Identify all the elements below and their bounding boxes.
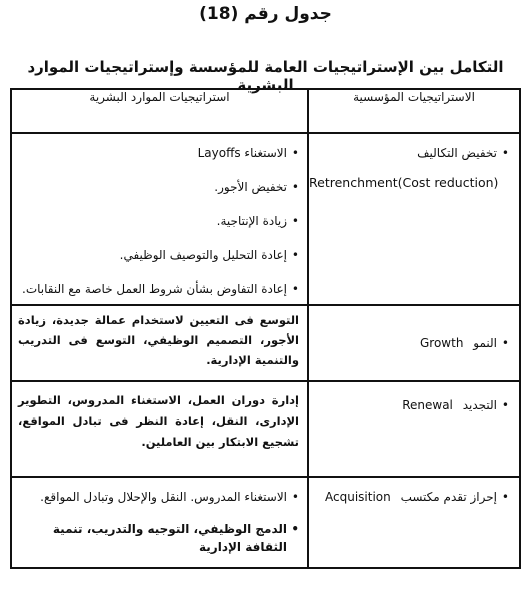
org-item-growth xyxy=(309,334,509,352)
hr-item xyxy=(20,178,299,196)
hr-item-text: زيادة الإنتاجية. xyxy=(216,214,287,228)
table-title: التكامل بين الإستراتيجيات العامة للمؤسسة وإستراتيجيات الموارد البشرية xyxy=(27,58,504,94)
integration-table xyxy=(10,88,521,569)
hr-cell-renewal xyxy=(11,381,308,477)
table-caption: جدول رقم (18) xyxy=(199,4,332,24)
org-ar-label: النمو xyxy=(473,336,497,350)
hr-cell-acquisition xyxy=(11,477,308,568)
org-ar-label: إحراز تقدم مكتسب xyxy=(400,490,497,504)
hr-cell-growth xyxy=(11,305,308,381)
org-item-acquisition xyxy=(309,488,509,506)
hr-item xyxy=(20,212,299,230)
org-en-label: Acquisition xyxy=(325,490,391,504)
table-row xyxy=(11,133,520,305)
hr-text: التوسع فى التعيين لاستخدام عمالة جديدة، زيادة الأجور، التصميم الوظيفي، التوسع فى التدريب والتنمية الإدارية. xyxy=(18,313,299,367)
org-cell-growth xyxy=(308,305,520,381)
hr-item-text: تخفيض الأجور. xyxy=(214,180,287,194)
table-row xyxy=(11,381,520,477)
table-row xyxy=(11,305,520,381)
hr-item xyxy=(20,520,299,556)
hr-item-text: الدمج الوظيفي، التوجيه والتدريب، تنمية الثقافة الإدارية xyxy=(52,522,287,554)
org-cell-acquisition xyxy=(308,477,520,568)
hr-item-text: الاستغناء Layoffs xyxy=(197,146,287,160)
org-cell-renewal xyxy=(308,381,520,477)
hr-text: إدارة دوران العمل، الاستغناء المدروس، التطوير الإدارى، النقل، إعادة النظر فى تبادل المواقع، تشجيع الابتكار بين العاملين. xyxy=(18,393,299,449)
org-item-renewal xyxy=(309,396,509,414)
org-cell-retrenchment xyxy=(308,133,520,305)
hr-item xyxy=(20,246,299,264)
table-header-row xyxy=(11,89,520,133)
header-hr-strategies: استراتيجيات الموارد البشرية xyxy=(11,89,308,133)
org-ar-label: التجديد xyxy=(462,398,497,412)
header-org-strategies: الاستراتيجيات المؤسسية xyxy=(308,89,520,133)
table-row xyxy=(11,477,520,568)
org-en-label: Renewal xyxy=(402,398,453,412)
hr-item xyxy=(20,280,299,298)
org-ar-label: تخفيض التكاليف xyxy=(417,146,497,160)
hr-item-text: إعادة التحليل والتوصيف الوظيفي. xyxy=(119,248,287,262)
hr-item-text: الاستغناء المدروس. النقل والإحلال وتبادل المواقع. xyxy=(40,490,287,504)
org-item-retrenchment xyxy=(309,144,509,162)
hr-item xyxy=(20,144,299,162)
hr-cell-retrenchment xyxy=(11,133,308,305)
org-en-label: Retrenchment(Cost reduction) xyxy=(309,175,499,190)
org-en-label: Growth xyxy=(419,336,464,350)
hr-item xyxy=(20,488,299,506)
hr-item-text: إعادة التفاوض بشأن شروط العمل خاصة مع النقابات. xyxy=(22,282,287,296)
